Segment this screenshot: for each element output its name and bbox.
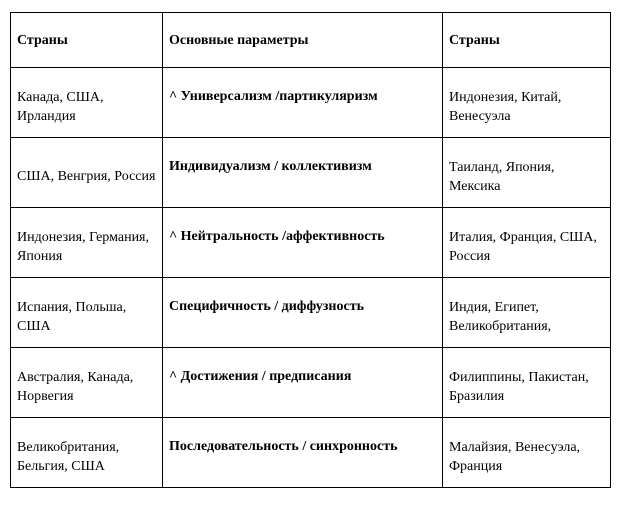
parameter-text: Последовательность / синхронность bbox=[169, 439, 398, 454]
parameter-text: ^ Достижения / предписания bbox=[169, 369, 352, 384]
countries-right-cell bbox=[443, 278, 611, 348]
parameter-cell bbox=[163, 418, 443, 488]
countries-left-text: Великобритания, Бельгия, США bbox=[17, 439, 120, 474]
countries-left-cell bbox=[11, 68, 163, 138]
parameter-cell bbox=[163, 68, 443, 138]
countries-left-cell bbox=[11, 208, 163, 278]
parameter-cell bbox=[163, 208, 443, 278]
header-main-parameters: Основные параметры bbox=[163, 13, 443, 68]
countries-right-cell bbox=[443, 138, 611, 208]
table-row bbox=[11, 68, 611, 138]
table-row bbox=[11, 208, 611, 278]
table-row bbox=[11, 138, 611, 208]
countries-right-cell bbox=[443, 348, 611, 418]
countries-right-text: Италия, Франция, США, Россия bbox=[449, 229, 597, 264]
header-countries-right: Страны bbox=[443, 13, 611, 68]
table-row bbox=[11, 418, 611, 488]
countries-left-cell bbox=[11, 418, 163, 488]
header-row bbox=[11, 13, 611, 68]
header-countries-left: Страны bbox=[11, 13, 163, 68]
countries-right-text: Индонезия, Китай, Венесуэла bbox=[449, 89, 562, 124]
countries-left-text: Испания, Польша, США bbox=[17, 299, 127, 334]
parameter-text: ^ Нейтральность /аффективность bbox=[169, 229, 385, 244]
countries-left-cell bbox=[11, 278, 163, 348]
countries-left-cell bbox=[11, 348, 163, 418]
countries-left-text: Австралия, Канада, Норвегия bbox=[17, 369, 134, 404]
table-row bbox=[11, 348, 611, 418]
parameter-text: ^ Универсализм /партикуляризм bbox=[169, 89, 378, 104]
cultural-dimensions-table bbox=[10, 12, 611, 488]
countries-right-text: Малайзия, Венесуэла, Франция bbox=[449, 439, 581, 474]
parameter-cell bbox=[163, 348, 443, 418]
parameter-cell bbox=[163, 278, 443, 348]
countries-left-text: Индонезия, Германия, Япония bbox=[17, 229, 149, 264]
parameter-text: Специфичность / диффузность bbox=[169, 299, 364, 314]
parameter-text: Индивидуализм / коллективизм bbox=[169, 159, 372, 174]
countries-right-cell bbox=[443, 208, 611, 278]
countries-right-cell bbox=[443, 68, 611, 138]
table-row bbox=[11, 278, 611, 348]
countries-left-cell bbox=[11, 138, 163, 208]
countries-left-text: Канада, США, Ирландия bbox=[17, 89, 104, 124]
parameter-cell bbox=[163, 138, 443, 208]
countries-right-cell bbox=[443, 418, 611, 488]
countries-right-text: Филиппины, Пакистан, Бразилия bbox=[449, 369, 589, 404]
countries-right-text: Таиланд, Япония, Мексика bbox=[449, 159, 555, 194]
countries-right-text: Индия, Египет, Великобритания, bbox=[449, 299, 552, 334]
countries-left-text: США, Венгрия, Россия bbox=[17, 169, 156, 184]
